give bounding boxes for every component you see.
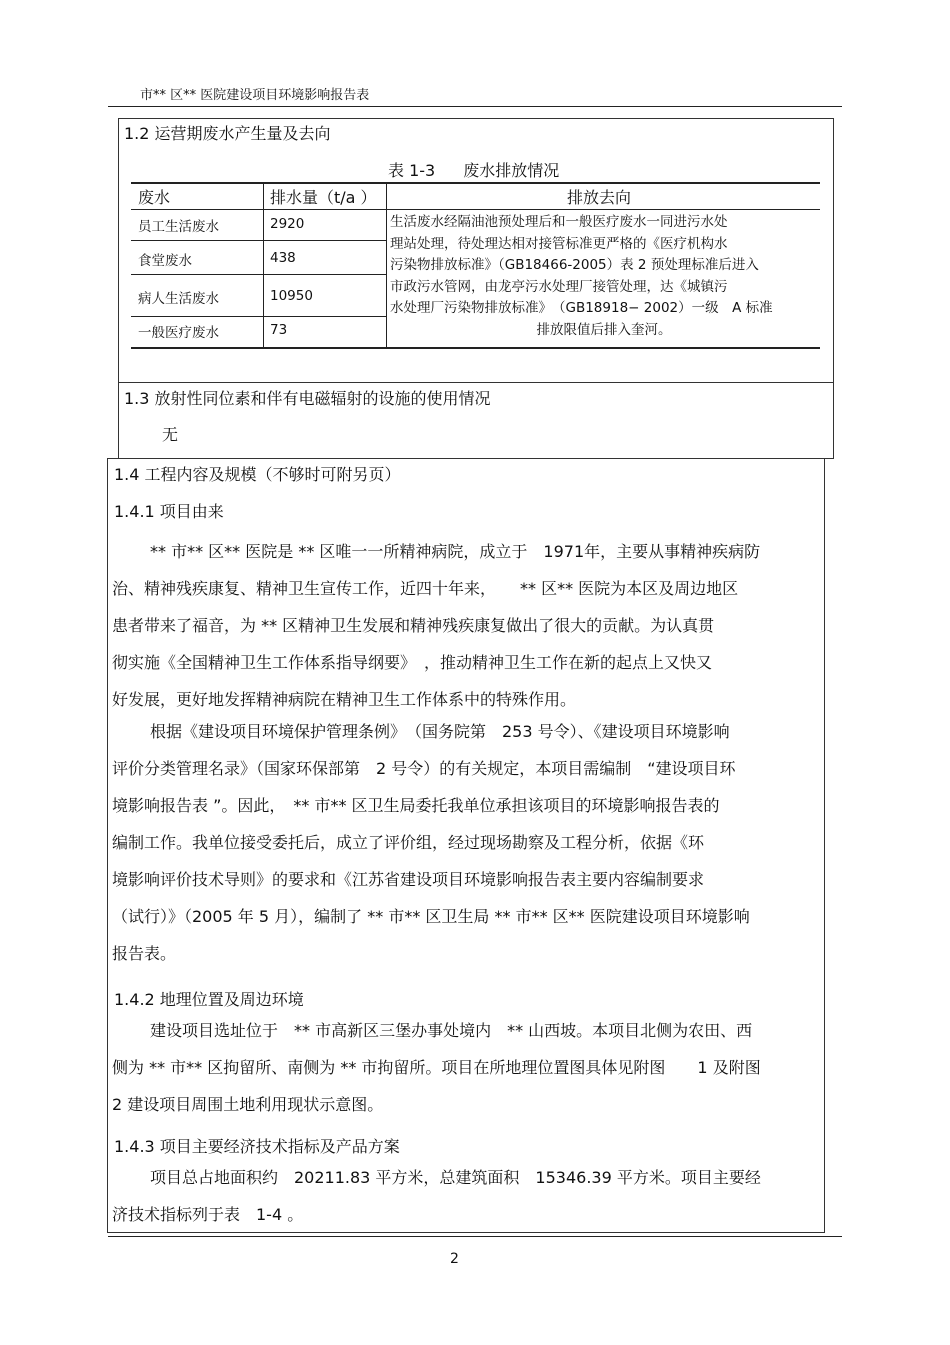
- destination-line: 理站处理，待处理达相对接管标准更严格的《医疗机构水: [390, 235, 728, 252]
- section-1-4-3-title: 1.4.3 项目主要经济技术指标及产品方案: [114, 1137, 400, 1156]
- table-1-3-caption: [388, 158, 559, 181]
- table-header-volume: 排水量（t/a ）: [270, 188, 377, 207]
- destination-line: 污染物排放标准》（GB18466-2005）表 2 预处理标准后进入: [390, 257, 759, 273]
- text-line: 项目总占地面积约 20211.83 平方米，总建筑面积 15346.39 平方米。项目主要经: [150, 1168, 761, 1187]
- text-line: 患者带来了福音，为 ** 区精神卫生发展和精神残疾康复做出了很大的贡献。为认真贯: [112, 616, 715, 635]
- table-top-rule: [131, 182, 820, 184]
- table-cell-amount: 73: [270, 322, 288, 338]
- table-col-divider: [263, 183, 264, 347]
- text-line: 编制工作。我单位接受委托后，成立了评价组，经过现场勘察及工程分析，依据《环: [112, 833, 705, 852]
- table-bottom-rule: [131, 347, 820, 349]
- text-line: 境影响评价技术导则》的要求和《江苏省建设项目环境影响报告表主要内容编制要求: [112, 870, 705, 889]
- destination-line: 生活废水经隔油池预处理后和一般医疗废水一同进污水处: [390, 214, 728, 230]
- paragraph-economic-indicators: [112, 1159, 818, 1233]
- table-col-divider: [386, 183, 387, 347]
- destination-line: 市政污水管网，由龙亭污水处理厂接管处理，达《城镇污: [390, 278, 728, 295]
- destination-line: 水处理厂污染物排放标准》 （GB18918− 2002）一级 A 标准: [390, 300, 773, 316]
- section-1-4-2-title: 1.4.2 地理位置及周边环境: [114, 990, 304, 1009]
- table-row-rule: [131, 316, 386, 317]
- text-line: 境影响报告表 ”。因此， ** 市** 区卫生局委托我单位承担该项目的环境影响报告表的: [112, 796, 720, 815]
- text-line: ** 市** 区** 医院是 ** 区唯一一所精神病院，成立于 1971年，主要从事精神疾病防: [150, 542, 761, 561]
- table-cell-name: 食堂废水: [138, 253, 192, 269]
- section-1-2-title: 1.2 运营期废水产生量及去向: [124, 124, 331, 143]
- section-1-3-title: 1.3 放射性同位素和伴有电磁辐射的设施的使用情况: [124, 389, 491, 408]
- table-cell-name: 病人生活废水: [138, 291, 219, 307]
- destination-line: 排放限值后排入奎河。: [536, 321, 672, 338]
- table-cell-amount: 2920: [270, 216, 305, 232]
- text-line: 报告表。: [112, 944, 177, 963]
- text-line: 好发展，更好地发挥精神病院在精神卫生工作体系中的特殊作用。: [112, 690, 577, 709]
- table-cell-destination: [390, 212, 818, 341]
- paragraph-project-origin: [112, 533, 818, 718]
- table-cell-amount: 10950: [270, 288, 313, 304]
- table-row-rule: [131, 274, 386, 275]
- table-cell-name: 员工生活废水: [138, 219, 219, 235]
- text-line: 济技术指标列于表 1-4 。: [112, 1205, 304, 1224]
- text-line: 治、精神残疾康复、精神卫生宣传工作，近四十年来， ** 区** 医院为本区及周边地区: [112, 579, 739, 598]
- page-number: 2: [450, 1251, 459, 1267]
- text-line: 彻实施《全国精神卫生工作体系指导纲要》 ，推动精神卫生工作在新的起点上又快又: [112, 653, 713, 672]
- footer-rule: [108, 1236, 842, 1237]
- text-line: 2 建设项目周围土地利用现状示意图。: [112, 1095, 384, 1114]
- table-row-rule: [131, 240, 386, 241]
- text-line: 建设项目选址位于 ** 市高新区三堡办事处境内 ** 山西坡。本项目北侧为农田、西: [150, 1021, 753, 1040]
- text-line: 评价分类管理名录》（国家环保部第 2 号令）的有关规定，本项目需编制 “建设项目环: [112, 759, 736, 778]
- table-cell-name: 一般医疗废水: [138, 325, 219, 341]
- paragraph-regulatory-basis: [112, 713, 818, 972]
- table-cell-amount: 438: [270, 250, 296, 266]
- section-1-4-1-title: 1.4.1 项目由来: [114, 502, 224, 521]
- paragraph-location: [112, 1012, 818, 1123]
- section-1-4-title: 1.4 工程内容及规模（不够时可附另页）: [114, 465, 401, 484]
- table-header-wastewater: 废水: [138, 188, 171, 207]
- text-line: 侧为 ** 市** 区拘留所、南侧为 ** 市拘留所。项目在所地理位置图具体见附图 1 及附图: [112, 1058, 761, 1077]
- text-line: （试行）》（2005 年 5 月），编制了 ** 市** 区卫生局 ** 市** 区** 医院建设项目环境影响: [112, 907, 750, 926]
- table-caption-number: 表 1-3: [388, 161, 436, 180]
- table-header-destination: 排放去向: [567, 188, 632, 207]
- table-header-rule: [131, 209, 820, 210]
- table-caption-title: 废水排放情况: [463, 161, 560, 180]
- header-rule: [108, 106, 842, 107]
- section-1-3-content: 无: [162, 425, 179, 444]
- text-line: 根据《建设项目环境保护管理条例》 （国务院第 253 号令）、《建设项目环境影响: [150, 722, 730, 741]
- running-header: 市** 区** 医院建设项目环境影响报告表: [140, 88, 370, 103]
